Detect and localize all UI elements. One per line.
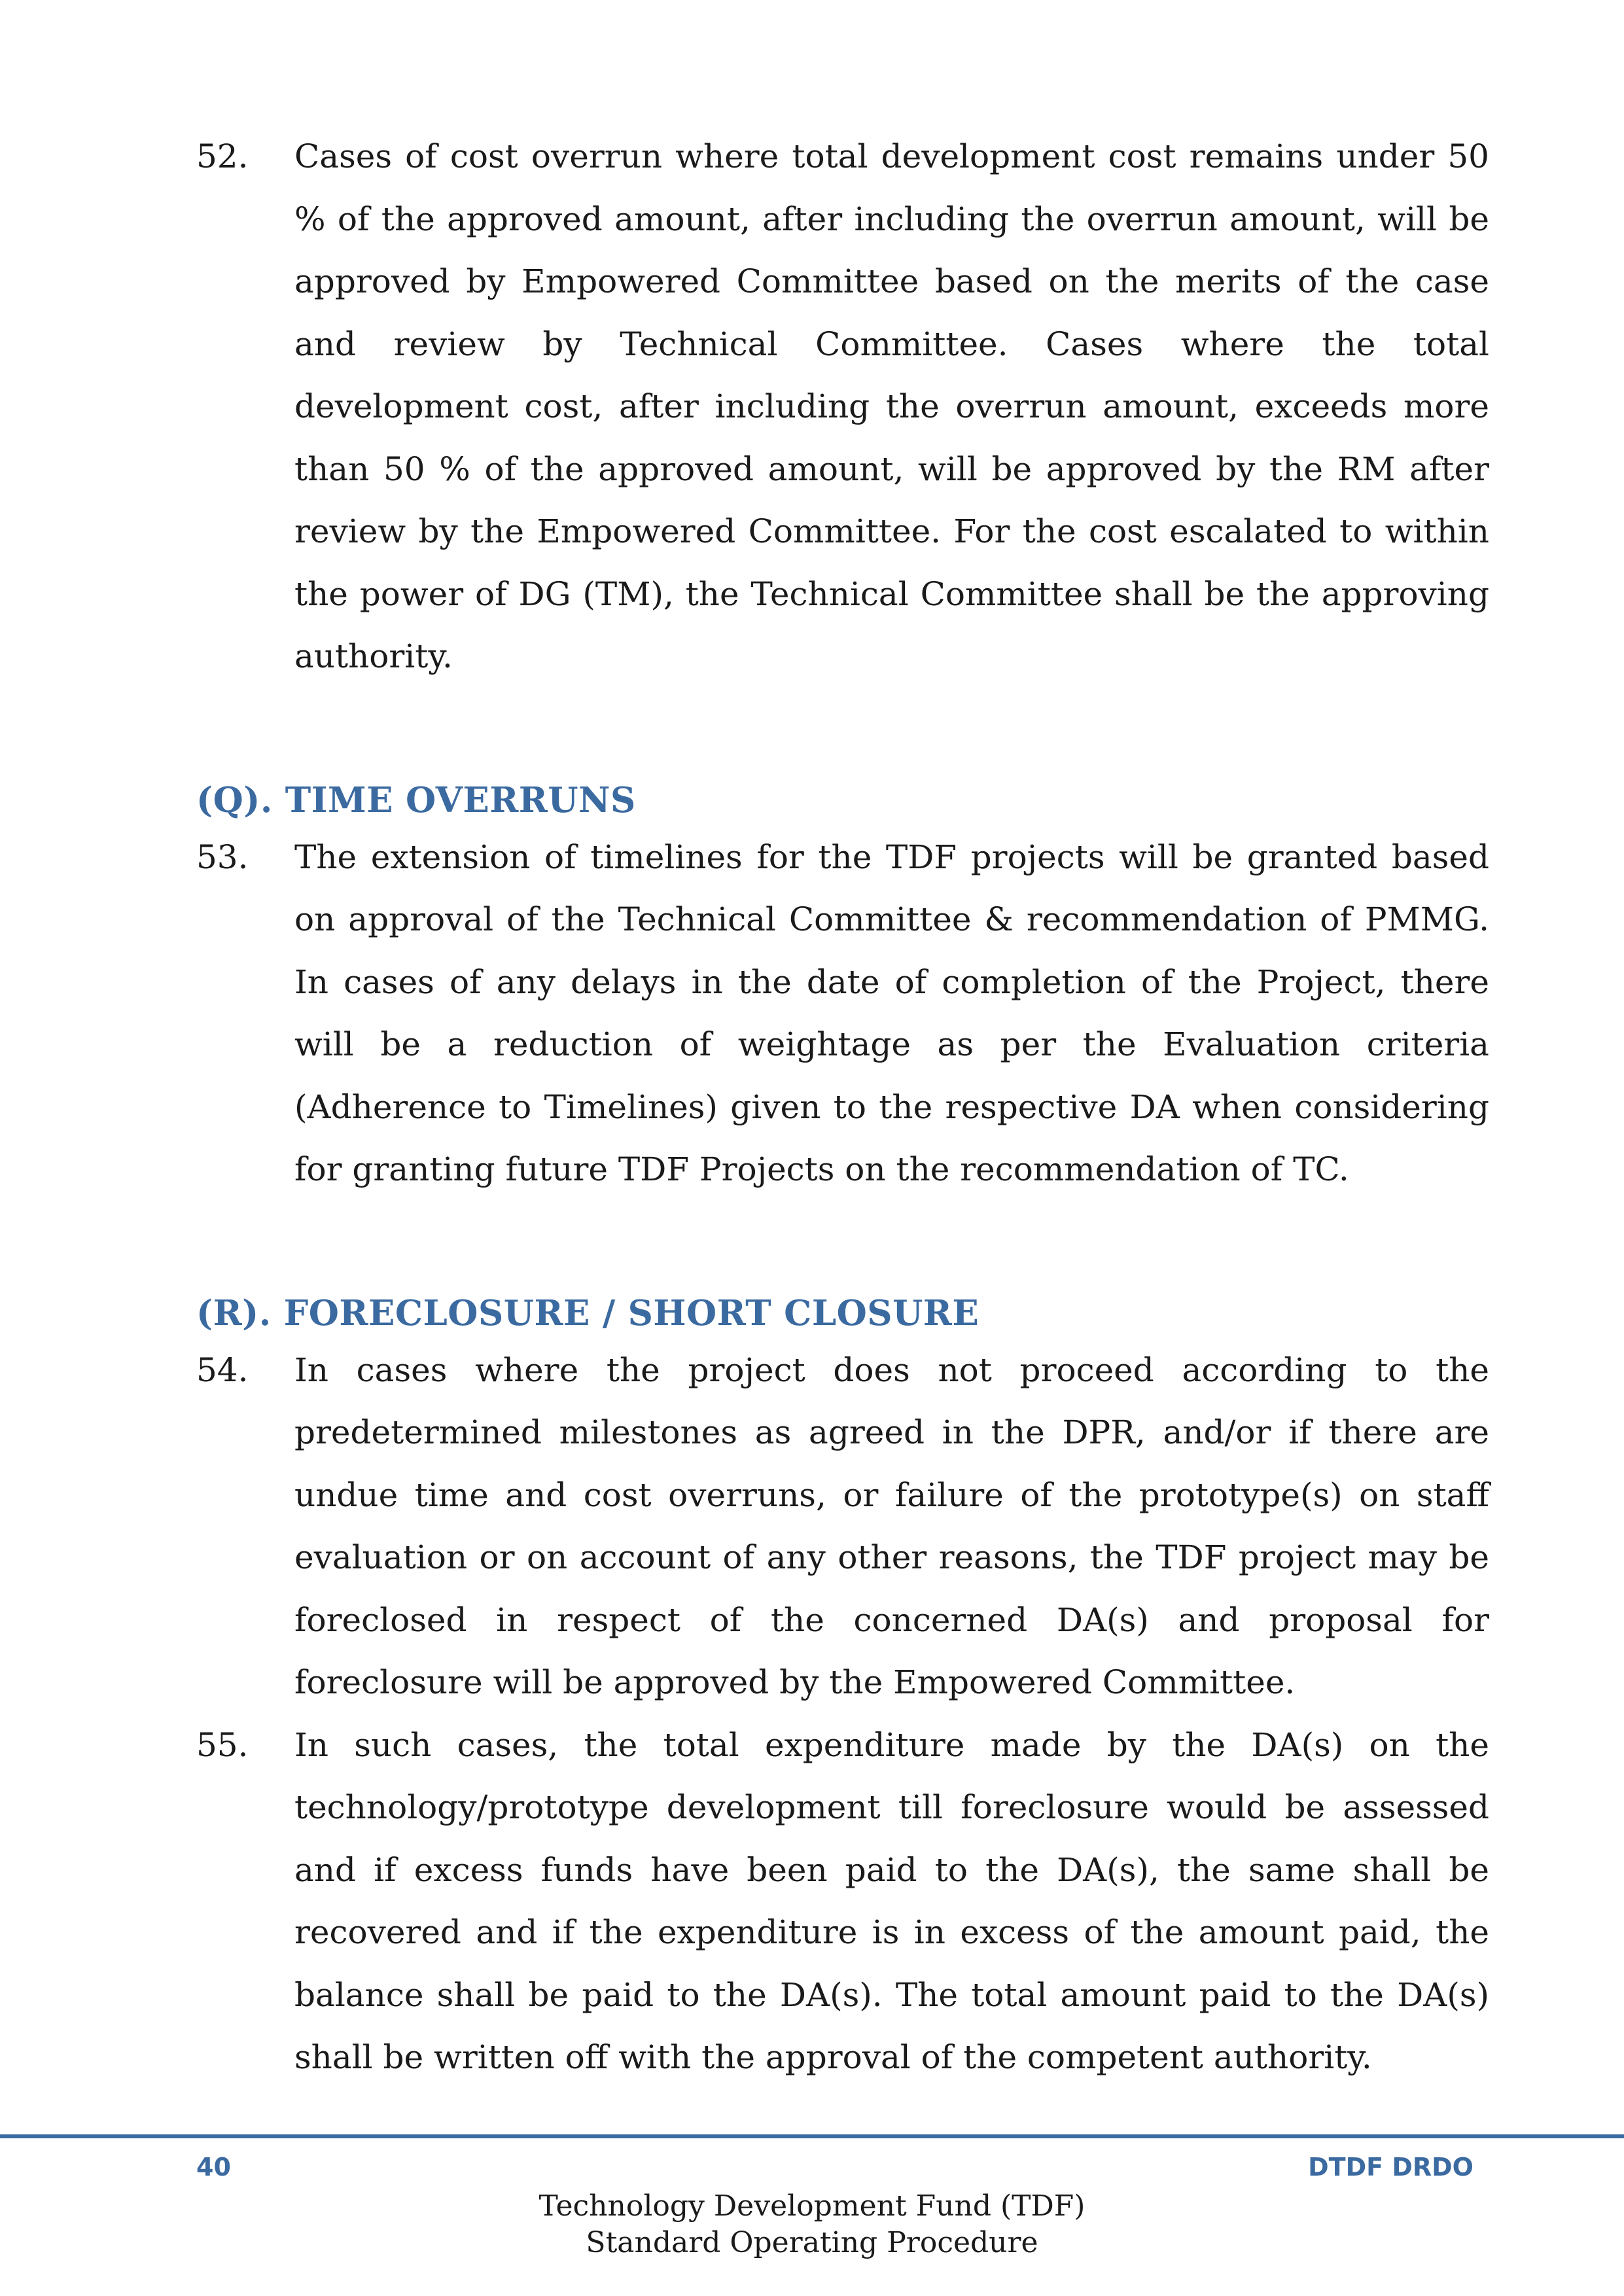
footer-title-line-1: Technology Development Fund (TDF): [538, 2189, 1086, 2223]
paragraph-number: 54.: [196, 1351, 249, 1389]
page-body: [196, 126, 1489, 2089]
paragraph-55: [196, 1714, 1489, 2089]
paragraph-text: In cases where the project does not proceed according to the predetermined milestones as agreed in the DPR, and/or if there are undue time and cost overruns, or failure of the prototype(s) on staff evaluation or on account of any other reasons, the TDF project may be foreclosed in respect of the concerned DA(s) and proposal for foreclosure will be approved by the Empowered Committee.: [294, 1351, 1489, 1701]
page-number: 40: [196, 2153, 231, 2181]
section-heading-foreclosure: (R). FORECLOSURE / SHORT CLOSURE: [196, 1292, 980, 1333]
paragraph-number: 55.: [196, 1725, 249, 1764]
paragraph-53: [196, 826, 1489, 1201]
footer-document-title: [0, 2188, 1624, 2261]
section-spacer: [196, 688, 1489, 774]
paragraph-54: [196, 1339, 1489, 1714]
paragraph-number: 53.: [196, 838, 249, 876]
footer-divider: [0, 2134, 1624, 2138]
paragraph-text: Cases of cost overrun where total development cost remains under 50 % of the approved amount, after including the overrun amount, will be approved by Empowered Committee based on the merits of the case and review by Technical Committee. Cases where the total development cost, after including the overrun amount, exceeds more than 50 % of the approved amount, will be approved by the RM after review by the Empowered Committee. For the cost escalated to within the power of DG (TM), the Technical Committee shall be the approving authority.: [294, 137, 1489, 675]
paragraph-52: [196, 126, 1489, 688]
section-spacer: [196, 1201, 1489, 1287]
section-heading-time-overruns: (Q). TIME OVERRUNS: [196, 779, 636, 821]
paragraph-text: In such cases, the total expenditure made by the DA(s) on the technology/prototype development till foreclosure would be assessed and if excess funds have been paid to the DA(s), the same shall be recovered and if the expenditure is in excess of the amount paid, the balance shall be paid to the DA(s). The total amount paid to the DA(s) shall be written off with the approval of the competent authority.: [294, 1725, 1489, 2076]
footer-organization: DTDF DRDO: [1308, 2153, 1474, 2181]
paragraph-text: The extension of timelines for the TDF projects will be granted based on approval of the Technical Committee & recommendation of PMMG. In cases of any delays in the date of completion of the Project, there will be a reduction of weightage as per the Evaluation criteria (Adherence to Timelines) given to the respective DA when considering for granting future TDF Projects on the recommendation of TC.: [294, 838, 1489, 1188]
footer-title-line-2: Standard Operating Procedure: [586, 2226, 1038, 2259]
paragraph-number: 52.: [196, 137, 249, 175]
